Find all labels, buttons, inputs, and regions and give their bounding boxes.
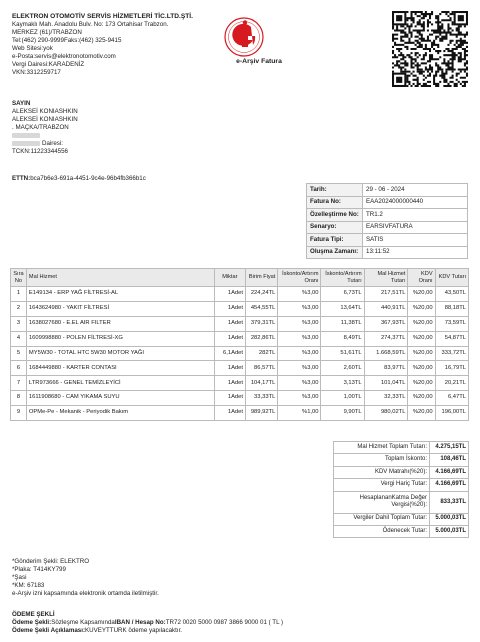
total-label: Vergi Hariç Tutar: [334,479,430,491]
note-delivery: *Gönderim Şekli: ELEKTRO [12,558,90,565]
table-cell: %3,00 [278,316,321,331]
total-label-text: Vergiler Dahil Toplam Tutar [353,515,426,522]
info-label: Fatura Tipi: [307,234,363,247]
buyer-heading: SAYIN [12,100,31,107]
table-cell: 1643624980 - YAKIT FİLTRESİ [26,301,214,316]
total-row [334,454,469,466]
total-label: Ödenecek Tutar: [334,525,430,537]
info-label: Senaryo: [307,221,363,234]
items-column-header: Birim Fiyat [246,269,278,287]
total-row [334,513,469,525]
table-cell: 224,24TL [246,287,278,302]
payment-method-value: Sözleşme Kapsamında [51,618,115,626]
table-cell: 1Adet [214,406,245,421]
table-cell: 73,59TL [435,316,468,331]
total-label-text: KDV Matrahı(%20) [374,468,426,475]
seller-vkn: VKN:3312259717 [12,69,61,77]
qr-code-icon [392,11,468,87]
table-cell: %20,00 [408,287,435,302]
payment-line-2 [12,627,312,635]
ettn-label: ETTN: [12,175,31,182]
totals-table [333,441,469,538]
buyer-info [12,100,192,156]
table-cell: 6,73TL [321,287,364,302]
total-label: Vergiler Dahil Toplam Tutar: [334,513,430,525]
payment-line-1 [12,619,312,627]
table-cell: 196,00TL [435,406,468,421]
total-label-text: Ödenecek Tutar [382,527,426,534]
info-value: SATIS [363,234,468,247]
table-cell: %3,00 [278,287,321,302]
table-cell: 83,97TL [364,361,408,376]
info-row [307,184,468,197]
table-row [11,361,469,376]
table-cell: 1Adet [214,331,245,346]
info-value: EARSIVFATURA [363,221,468,234]
table-cell: 8 [11,391,27,406]
buyer-name-2: ALEKSEİ KONIASHKIN [12,115,78,123]
seller-tax-office: Vergi Dairesi:KARADENİZ [12,61,85,69]
table-row [11,376,469,391]
ettn [12,175,146,183]
total-value: 4.275,15TL [430,442,469,454]
info-row [307,221,468,234]
table-cell: 333,72TL [435,346,468,361]
info-label: Özelleştirme No: [307,209,363,222]
table-cell: 88,18TL [435,301,468,316]
table-cell: 43,50TL [435,287,468,302]
table-cell: 980,02TL [364,406,408,421]
info-label: Oluşma Zamanı: [307,246,363,259]
table-cell: 1684449880 - KARTER CONTASI [26,361,214,376]
redaction-mark [12,141,40,146]
table-row [11,391,469,406]
seller-email: e-Posta:servis@elektronotomotiv.com [12,53,116,61]
total-row [334,479,469,491]
table-cell: 54,87TL [435,331,468,346]
document-type-title: e-Arşiv Fatura [236,58,282,65]
table-cell: %20,00 [408,331,435,346]
table-cell: 7 [11,376,27,391]
table-cell: 1 [11,287,27,302]
table-cell: 9,90TL [321,406,364,421]
table-cell: %3,00 [278,301,321,316]
info-row [307,234,468,247]
info-label: Tarih: [307,184,363,197]
table-cell: 11,38TL [321,316,364,331]
total-value: 5.000,03TL [430,525,469,537]
ettn-value: bca7b6e3-691a-4451-9c4e-96b4fb366b1c [30,175,146,182]
table-cell: MY5W30 - TOTAL HTC 5W30 MOTOR YAĞI [26,346,214,361]
table-cell: 1Adet [214,316,245,331]
items-column-header: İskonto/Artırım Oranı [278,269,321,287]
buyer-tax-office [12,140,192,148]
table-cell: OPMe-Pe - Mekanik - Periyodik Bakım [26,406,214,421]
items-column-header: Sıra No [11,269,27,287]
tax-office-label: Dairesi: [42,139,63,147]
note-chassis: *Şasi [12,573,27,581]
total-label-text: Toplam İskonto [384,456,426,463]
table-cell: 1Adet [214,391,245,406]
payment-info [12,611,312,635]
total-row [334,466,469,478]
table-row [11,287,469,302]
table-row [11,301,469,316]
table-cell: 1Adet [214,301,245,316]
table-cell: 367,93TL [364,316,408,331]
table-cell: 2,60TL [321,361,364,376]
total-value: 833,33TL [430,491,469,513]
table-row [11,406,469,421]
table-cell: 13,64TL [321,301,364,316]
items-column-header: KDV Oranı [408,269,435,287]
seller-info [12,13,222,77]
table-cell: %3,00 [278,346,321,361]
total-label: KDV Matrahı(%20): [334,466,430,478]
table-cell: 1Adet [214,287,245,302]
total-value: 4.166,69TL [430,479,469,491]
table-cell: 20,21TL [435,376,468,391]
table-cell: 1Adet [214,361,245,376]
info-row [307,209,468,222]
table-cell: 4 [11,331,27,346]
table-cell: %20,00 [408,376,435,391]
payment-desc-value: KUVEYTTURK ödeme yapılacaktır. [85,626,183,634]
table-cell: 282,86TL [246,331,278,346]
buyer-address: . MAÇKA/TRABZON [12,123,69,131]
table-cell: 1609998880 - POLEN FİLTRESİ-XG [26,331,214,346]
table-cell: 9 [11,406,27,421]
table-cell: %20,00 [408,406,435,421]
items-column-header: Miktar [214,269,245,287]
table-cell: %1,00 [278,406,321,421]
table-cell: 104,17TL [246,376,278,391]
notes [12,558,312,598]
table-cell: 1611908680 - CAM YIKAMA SUYU [26,391,214,406]
table-cell: %20,00 [408,346,435,361]
table-row [11,316,469,331]
total-label: HesaplananKatma Değer Vergisi(%20): [334,491,430,513]
iban-label: IBAN / Hesap No: [114,618,166,626]
redaction-mark [12,133,40,138]
buyer-redacted-line [12,132,192,140]
note-plate: *Plaka: T414KY799 [12,565,66,573]
table-cell: 3,13TL [321,376,364,391]
items-table [10,268,469,421]
note-earsiv: e-Arşiv izni kapsamında elektronik ortamda iletilmiştir. [12,589,159,597]
table-cell: 282TL [246,346,278,361]
total-value: 4.166,69TL [430,466,469,478]
table-cell: %20,00 [408,301,435,316]
buyer-name: ALEKSEİ KONIASHKIN [12,107,78,115]
table-cell: 1.668,59TL [364,346,408,361]
table-cell: %3,00 [278,376,321,391]
total-row [334,491,469,513]
items-column-header: Mal Hizmet [26,269,214,287]
iban-value: TR72 0020 5000 0987 3866 9000 01 ( TL ) [165,618,284,626]
table-cell: 1638027680 - E.EL AIR FILTER [26,316,214,331]
total-value: 108,46TL [430,454,469,466]
table-row [11,346,469,361]
payment-heading: ÖDEME ŞEKLİ [12,611,55,618]
items-column-header: KDV Tutarı [435,269,468,287]
items-column-header: İskonto/Artırım Tutarı [321,269,364,287]
info-value: 29 - 06 - 2024 [363,184,468,197]
table-cell: 6,1Adet [214,346,245,361]
info-value: TR1.2 [363,209,468,222]
seller-name: ELEKTRON OTOMOTİV SERVİS HİZMETLERİ TİC.LTD.ŞTİ. [12,13,193,20]
info-label: Fatura No: [307,196,363,209]
table-cell: 2 [11,301,27,316]
table-cell: 8,49TL [321,331,364,346]
table-row [11,331,469,346]
info-row [307,246,468,259]
total-row [334,525,469,537]
payment-desc-label: Ödeme Şekli Açıklaması: [12,626,86,634]
buyer-tckn: TCKN:11223344556 [12,147,68,155]
table-cell: LTR973666 - GENEL TEMİZLEYİCİ [26,376,214,391]
table-cell: 6,47TL [435,391,468,406]
table-cell: 440,91TL [364,301,408,316]
table-cell: 3 [11,316,27,331]
table-cell: %3,00 [278,331,321,346]
table-cell: 101,04TL [364,376,408,391]
invoice-info-table [306,183,468,259]
table-cell: 274,37TL [364,331,408,346]
payment-method-label: Ödeme Şekli: [12,618,52,626]
seller-website: Web Sitesi:yok [12,45,53,53]
table-cell: 16,79TL [435,361,468,376]
table-cell: 379,31TL [246,316,278,331]
table-cell: %20,00 [408,316,435,331]
table-cell: %3,00 [278,391,321,406]
table-cell: 454,55TL [246,301,278,316]
total-label: Toplam İskonto: [334,454,430,466]
table-cell: 989,92TL [246,406,278,421]
total-label-text: Mal Hizmet Toplam Tutarı [357,443,426,450]
seller-city: MERKEZ (61)/TRABZON [12,29,82,37]
table-cell: %20,00 [408,391,435,406]
total-label: Mal Hizmet Toplam Tutarı: [334,442,430,454]
table-cell: 217,51TL [364,287,408,302]
info-value: EAA2024000000440 [363,196,468,209]
total-value: 5.000,03TL [430,513,469,525]
table-cell: 5 [11,346,27,361]
table-cell: 6 [11,361,27,376]
total-label-text: HesaplananKatma Değer Vergisi(%20) [359,495,427,509]
table-cell: E149134 - ERP YAĞ FİLTRESİ-AL [26,287,214,302]
info-value: 13:11:52 [363,246,468,259]
seller-address: Kaymaklı Mah. Anadolu Bulv. No: 173 Ortahisar Trabzon. [12,21,169,29]
total-label-text: Vergi Hariç Tutar [380,481,426,488]
note-km: *KM: 67183 [12,581,45,589]
info-row [307,196,468,209]
seller-phone: Tel:(462) 290-9999Faks:(462) 325-9415 [12,37,122,45]
items-header-row [11,269,469,287]
table-cell: 33,33TL [246,391,278,406]
table-cell: 1,00TL [321,391,364,406]
table-cell: 51,61TL [321,346,364,361]
table-cell: 86,57TL [246,361,278,376]
table-cell: %20,00 [408,361,435,376]
items-column-header: Mal Hizmet Tutarı [364,269,408,287]
total-row [334,442,469,454]
table-cell: 32,33TL [364,391,408,406]
table-cell: %3,00 [278,361,321,376]
table-cell: 1Adet [214,376,245,391]
